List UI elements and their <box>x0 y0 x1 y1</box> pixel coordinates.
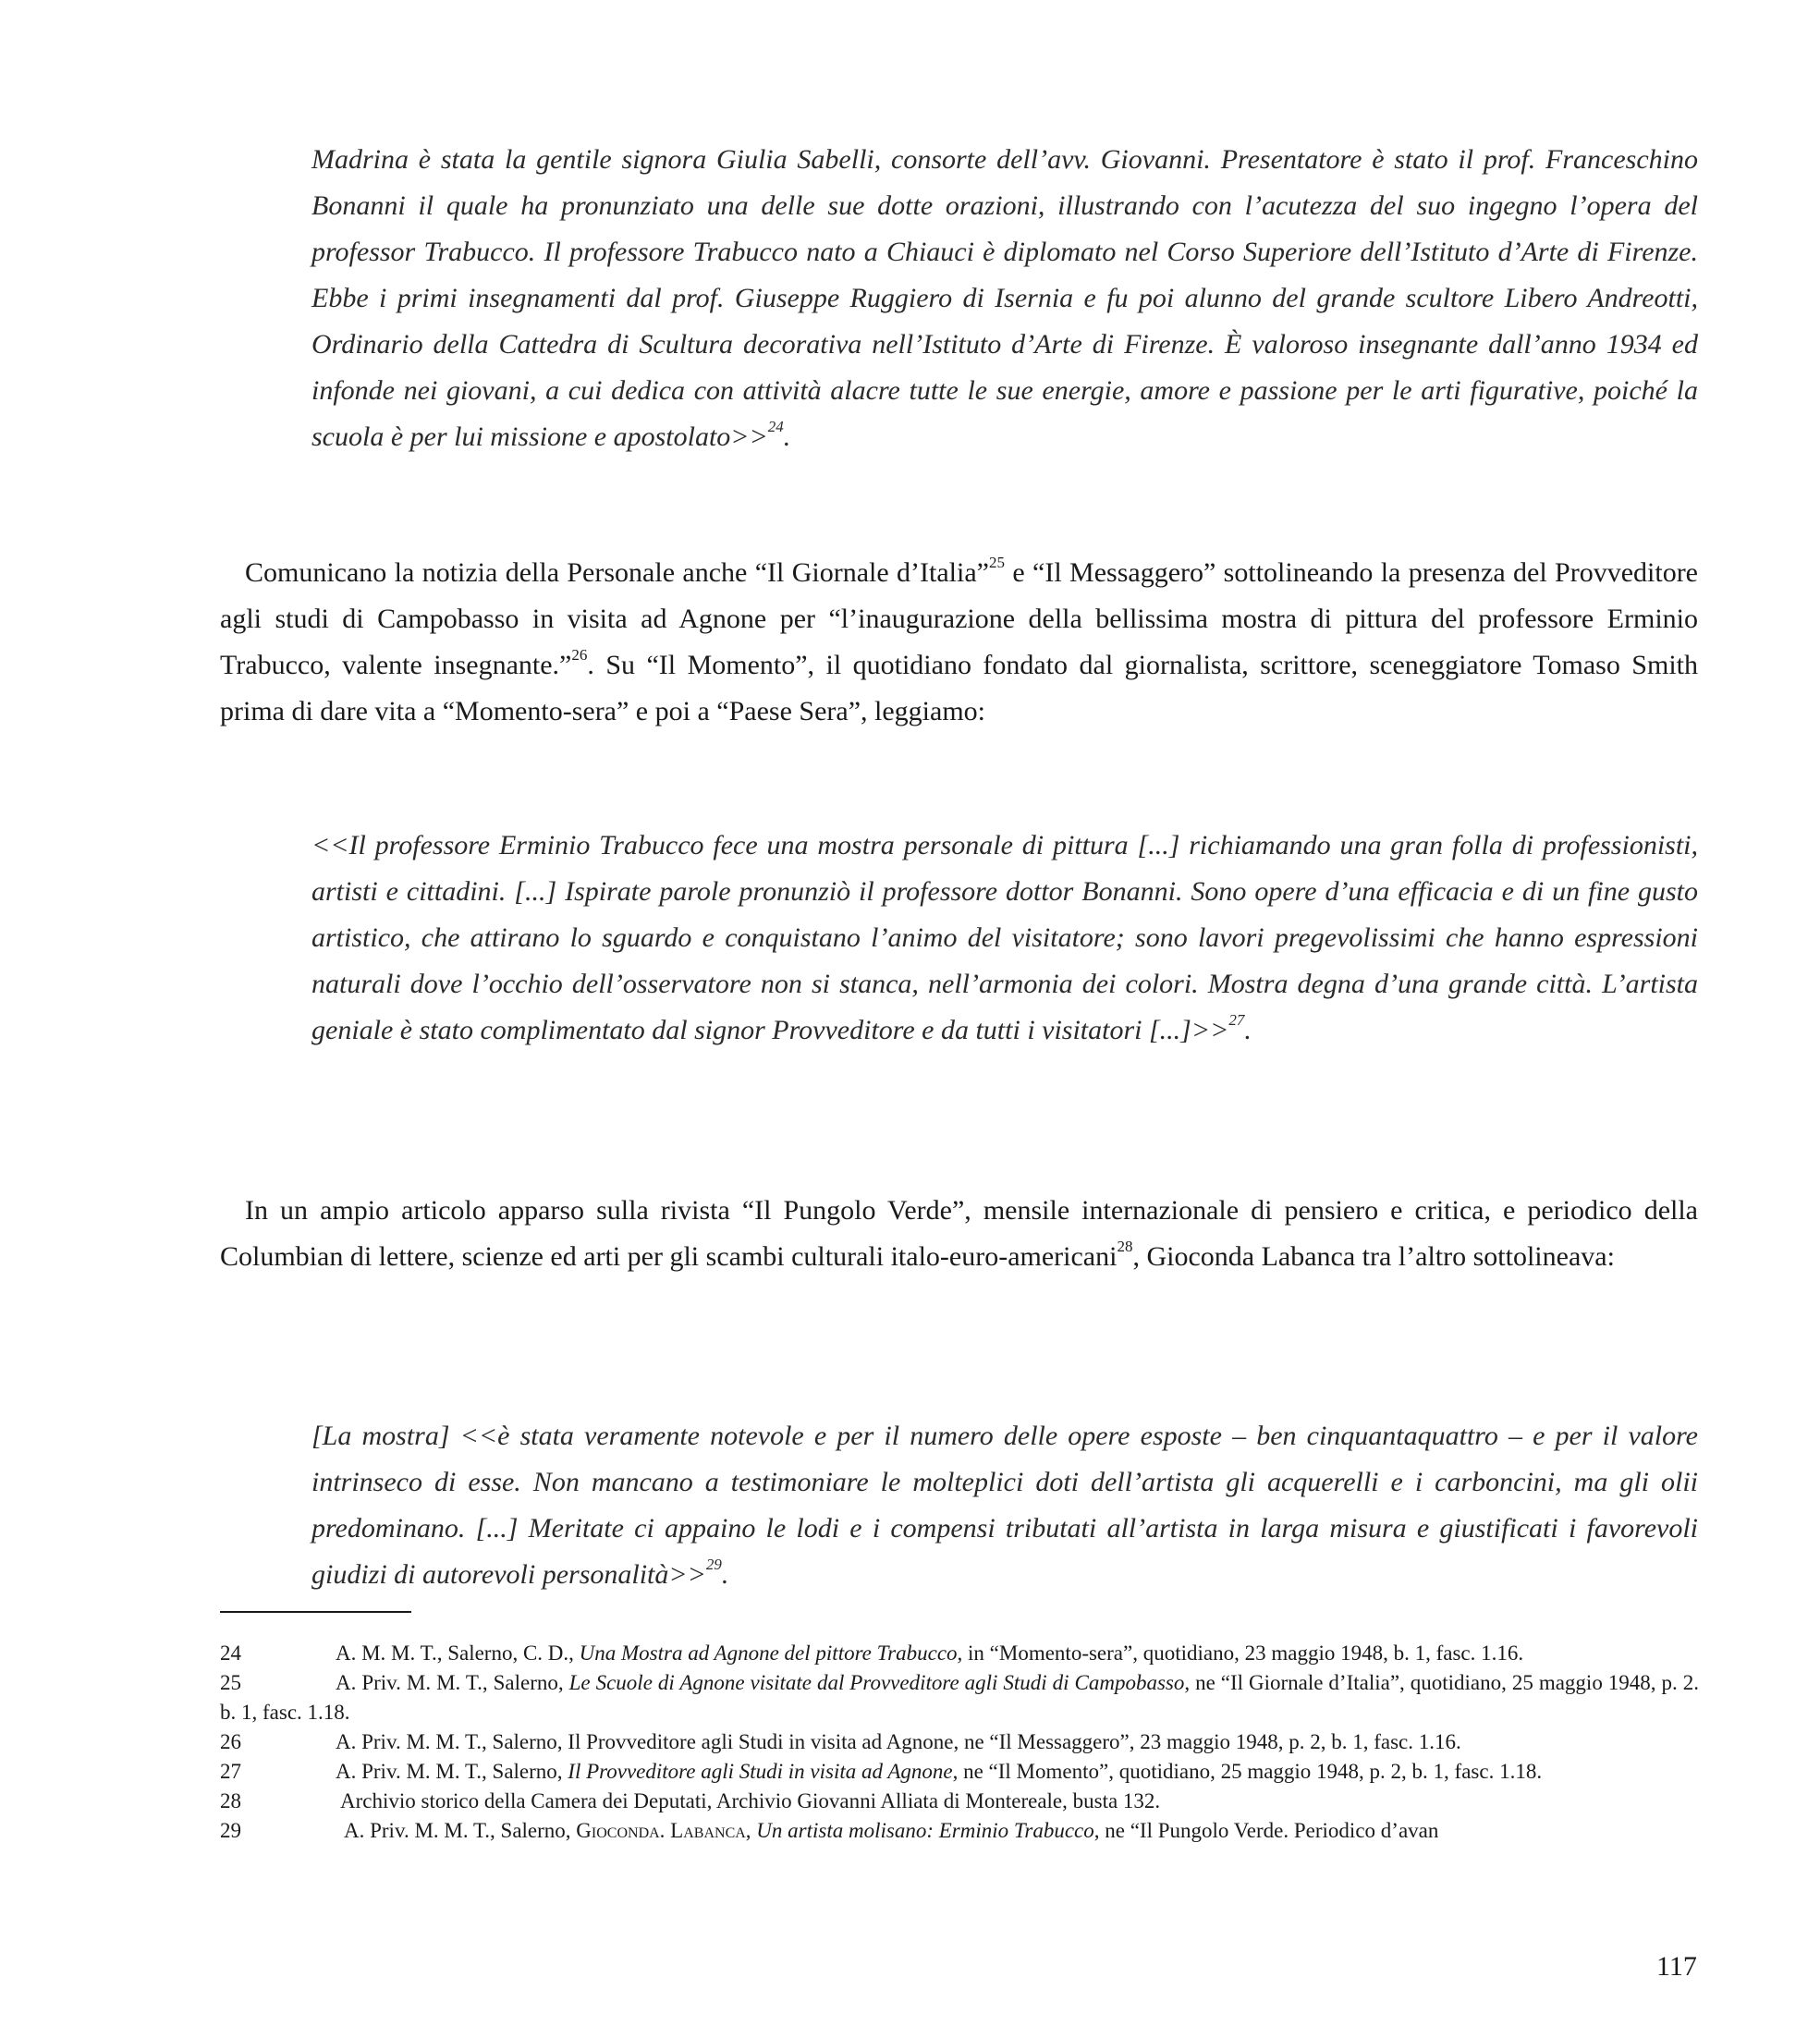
body-paragraph-1-part3: . Su “Il Momento”, il quotidiano fondato dal giornalista, scrittore, sceneggiatore Tomaso Smith prima di dare vita a “Momento-sera” e poi a “Paese Sera”, leggiamo: <box>220 650 1699 726</box>
block-quote-1-text: Madrina è stata la gentile signora Giulia Sabelli, consorte dell’avv. Giovanni. Presentatore è stato il prof. Franceschino Bonanni il quale ha pronunziato una delle sue dotte orazioni, illustrando con l’acutezza del suo ingegno l’opera del professor Trabucco. Il professore Trabucco nato a Chiauci è diplomato nel Corso Superiore dell’Istituto d’Arte di Firenze. Ebbe i primi insegnamenti dal prof. Giuseppe Ruggiero di Isernia e fu poi alunno del grande scultore Libero Andreotti, Ordinario della Cattedra di Scultura decorativa nell’Istituto d’Arte di Firenze. È valoroso insegnante dall’anno 1934 ed infonde nei giovani, a cui dedica con attività alacre tutte le sue energie, amore e passione per le arti figurative, poiché la scuola è per lui missione e apostolato>> <box>311 144 1698 452</box>
footnote-24 <box>220 1639 1699 1668</box>
footnote-text: A. Priv. M. M. T., Salerno, <box>336 1760 568 1783</box>
footnote-number: 25 <box>220 1671 241 1694</box>
block-quote-1 <box>311 137 1698 460</box>
footnote-separator: , <box>745 1819 757 1842</box>
footnote-number: 26 <box>220 1730 241 1753</box>
block-quote-2 <box>311 823 1698 1054</box>
block-quote-2-text: <<Il professore Erminio Trabucco fece una mostra personale di pittura [...] richiamando una gran folla di professionisti, artisti e cittadini. [...] Ispirate parole pronunziò il professore dottor Bonanni. Sono opere d’una efficacia e di un fine gusto artistico, che attirano lo sguardo e conquistano l’animo del visitatore; sono lavori pregevolissimi che hanno espressioni naturali dove l’occhio dell’osservatore non si stanca, nell’armonia dei colori. Mostra degna d’una grande città. L’artista geniale è stato complimentato dal signor Provveditore e da tutti i visitatori [...]>> <box>311 830 1698 1045</box>
footnote-author: Gioconda. Labanca <box>576 1819 746 1842</box>
footnote-text-tail: in “Momento-sera”, quotidiano, 23 maggio 1948, b. 1, fasc. 1.16. <box>962 1641 1524 1665</box>
footnote-number: 27 <box>220 1760 241 1783</box>
footnote-title: Le Scuole di Agnone visitate dal Provveditore agli Studi di Campobasso <box>568 1671 1185 1694</box>
footnote-separator-rule <box>220 1611 411 1613</box>
footnote-ref-24[interactable]: 24 <box>767 418 784 435</box>
footnote-ref-26[interactable]: 26 <box>571 646 588 664</box>
body-paragraph-2 <box>220 1188 1698 1280</box>
body-paragraph-2-part1: In un ampio articolo apparso sulla rivista “Il Pungolo Verde”, mensile internazionale di pensiero e critica, e periodico della Columbian di lettere, scienze ed arti per gli scambi culturali italo-euro-americani <box>220 1195 1698 1272</box>
footnote-title: Un artista molisano: Erminio Trabucco <box>756 1819 1094 1842</box>
footnote-27 <box>220 1757 1699 1787</box>
footnote-title: Il Provveditore agli Studi in visita ad Agnone <box>568 1760 953 1783</box>
block-quote-3-end: . <box>721 1559 729 1590</box>
footnote-number: 29 <box>220 1819 241 1842</box>
body-paragraph-2-part2: , Gioconda Labanca tra l’altro sottolineava: <box>1132 1241 1615 1272</box>
block-quote-1-end: . <box>783 421 791 452</box>
block-quote-3-text: [La mostra] <<è stata veramente notevole e per il numero delle opere esposte – ben cinquantaquattro – e per il valore intrinseco di esse. Non mancano a testimoniare le molteplici doti dell’artista gli acquerelli e i carboncini, ma gli olii predominano. [...] Meritate ci appaino le lodi e i compensi tributati all’artista in larga misura e giustificati i favorevoli giudizi di autorevoli personalità>> <box>311 1421 1698 1590</box>
footnote-ref-27[interactable]: 27 <box>1228 1011 1245 1029</box>
body-paragraph-1-part2: e “Il Messaggero” sottolineando la presenza del Provveditore agli studi di Campobasso in visita ad Agnone per “l’inaugurazione della bellissima mostra di pittura del professore Erminio Trabucco, valente insegnante.” <box>220 557 1698 680</box>
footnote-title: Una Mostra ad Agnone del pittore Trabucco, <box>579 1641 963 1665</box>
footnote-text-tail: , ne “Il Giornale d’Italia”, quotidiano, 25 maggio 1948, p. 2. b. 1, fasc. 1.18. <box>220 1671 1699 1724</box>
footnote-text-tail: , ne “Il Momento”, quotidiano, 25 maggio 1948, p. 2, b. 1, fasc. 1.18. <box>952 1760 1543 1783</box>
footnote-26 <box>220 1727 1699 1757</box>
block-quote-2-end: . <box>1244 1015 1252 1045</box>
footnote-text: Archivio storico della Camera dei Deputati, Archivio Giovanni Alliata di Montereale, busta 132. <box>340 1789 1161 1812</box>
footnote-number: 24 <box>220 1641 241 1665</box>
footnote-ref-28[interactable]: 28 <box>1117 1238 1133 1255</box>
footnote-29 <box>220 1816 1699 1846</box>
footnote-ref-29[interactable]: 29 <box>705 1556 722 1573</box>
footnote-text: A. Priv. M. M. T., Salerno, <box>344 1819 577 1842</box>
block-quote-3 <box>311 1413 1698 1598</box>
footnote-ref-25[interactable]: 25 <box>988 554 1005 571</box>
footnote-28 <box>220 1787 1699 1816</box>
page-number: 117 <box>1656 1951 1697 1982</box>
footnote-text-tail: , ne “Il Pungolo Verde. Periodico d’avan <box>1093 1819 1439 1842</box>
body-paragraph-1-part1: Comunicano la notizia della Personale anche “Il Giornale d’Italia” <box>245 557 989 588</box>
footnote-number: 28 <box>220 1789 241 1812</box>
footnote-text: A. M. M. T., Salerno, C. D., <box>336 1641 580 1665</box>
footnote-text: A. Priv. M. M. T., Salerno, Il Provveditore agli Studi in visita ad Agnone, ne “Il Messaggero”, 23 maggio 1948, p. 2, b. 1, fasc. 1.16. <box>336 1730 1461 1753</box>
footnote-25 <box>220 1668 1699 1727</box>
footnotes-section <box>220 1639 1699 1846</box>
body-paragraph-1 <box>220 550 1698 735</box>
footnote-text: A. Priv. M. M. T., Salerno, <box>336 1671 569 1694</box>
